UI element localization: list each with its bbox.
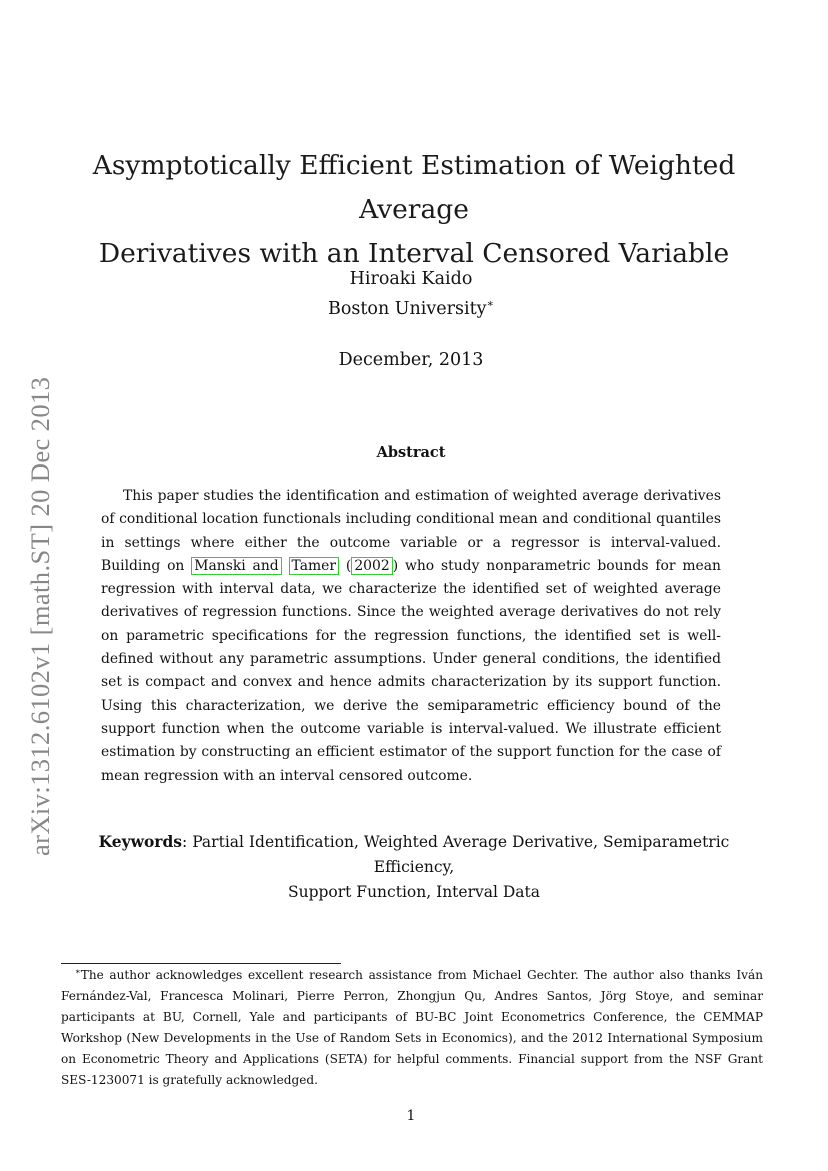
citation-link-authors-2[interactable]: Tamer bbox=[289, 557, 340, 575]
footnote-paragraph bbox=[61, 965, 763, 1092]
keywords-separator: : bbox=[182, 833, 193, 851]
publication-date: December, 2013 bbox=[338, 350, 484, 370]
title-line-1: Asymptotically Efficient Estimation of Weighted Average bbox=[92, 150, 736, 225]
abstract-heading: Abstract bbox=[376, 444, 446, 461]
citation-open-paren: ( bbox=[339, 557, 352, 574]
title-line-2: Derivatives with an Interval Censored Variable bbox=[98, 238, 730, 269]
author-affiliation bbox=[0, 294, 822, 324]
page-number: 1 bbox=[406, 1108, 416, 1124]
footnote-text: The author acknowledges excellent research assistance from Michael Gechter. The author also thanks Iván Fernández-Val, Francesca Molinari, Pierre Perron, Zhongjun Qu, Andres Santos, Jörg Stoye, and seminar participants at BU, Cornell, Yale and participants of BU-BC Joint Econometrics Conference, the CEMMAP Workshop (New Developments in the Use of Random Sets in Economics), and the 2012 International Symposium on Econometric Theory and Applications (SETA) for helpful comments. Financial support from the NSF Grant SES-1230071 is gratefully acknowledged. bbox=[61, 968, 763, 1088]
abstract-body bbox=[101, 485, 721, 788]
arxiv-identifier: arXiv:1312.6102v1 [math.ST] 20 Dec 2013 bbox=[25, 376, 55, 856]
abstract-text-part-1: This paper studies the identification and estimation of weighted average derivatives of conditional location functionals including conditional mean and conditional quantiles in settings where either the outcome variable or a regressor is interval-valued. Building on bbox=[101, 488, 721, 574]
affiliation-text: Boston University bbox=[328, 299, 487, 319]
citation-close-paren: ) bbox=[392, 557, 399, 574]
footnote bbox=[61, 965, 763, 1092]
citation-link-authors-1[interactable]: Manski and bbox=[191, 557, 281, 575]
citation-link-year[interactable]: 2002 bbox=[351, 557, 392, 575]
author-name: Hiroaki Kaido bbox=[349, 269, 473, 289]
abstract-text-part-2: who study nonparametric bounds for mean regression with interval data, we characterize the identified set of weighted average derivatives of regression functions. Since the weighted average derivatives do not rely on parametric specifications for the regression functions, the identified set is well-defined without any parametric assumptions. Under general conditions, the identified set is compact and convex and hence admits characterization by its support function. Using this characterization, we derive the semiparametric efficiency bound of the support function when the outcome variable is interval-valued. We illustrate efficient estimation by constructing an efficient estimator of the support function for the case of mean regression with an interval censored outcome. bbox=[101, 557, 721, 784]
paper-title bbox=[60, 144, 768, 276]
keywords-list-line-1: Partial Identification, Weighted Average Derivative, Semiparametric Efficiency, bbox=[192, 833, 730, 876]
keywords-line-1 bbox=[70, 829, 758, 880]
keywords-block bbox=[70, 829, 758, 905]
arxiv-stamp-container bbox=[20, 356, 60, 856]
footnote-rule bbox=[61, 963, 341, 964]
abstract-paragraph bbox=[101, 485, 721, 788]
keywords-list-line-2: Support Function, Interval Data bbox=[287, 883, 541, 901]
footnote-mark: ∗ bbox=[75, 967, 81, 977]
keywords-label: Keywords bbox=[98, 832, 183, 851]
affiliation-footnote-mark[interactable]: ∗ bbox=[486, 297, 494, 310]
